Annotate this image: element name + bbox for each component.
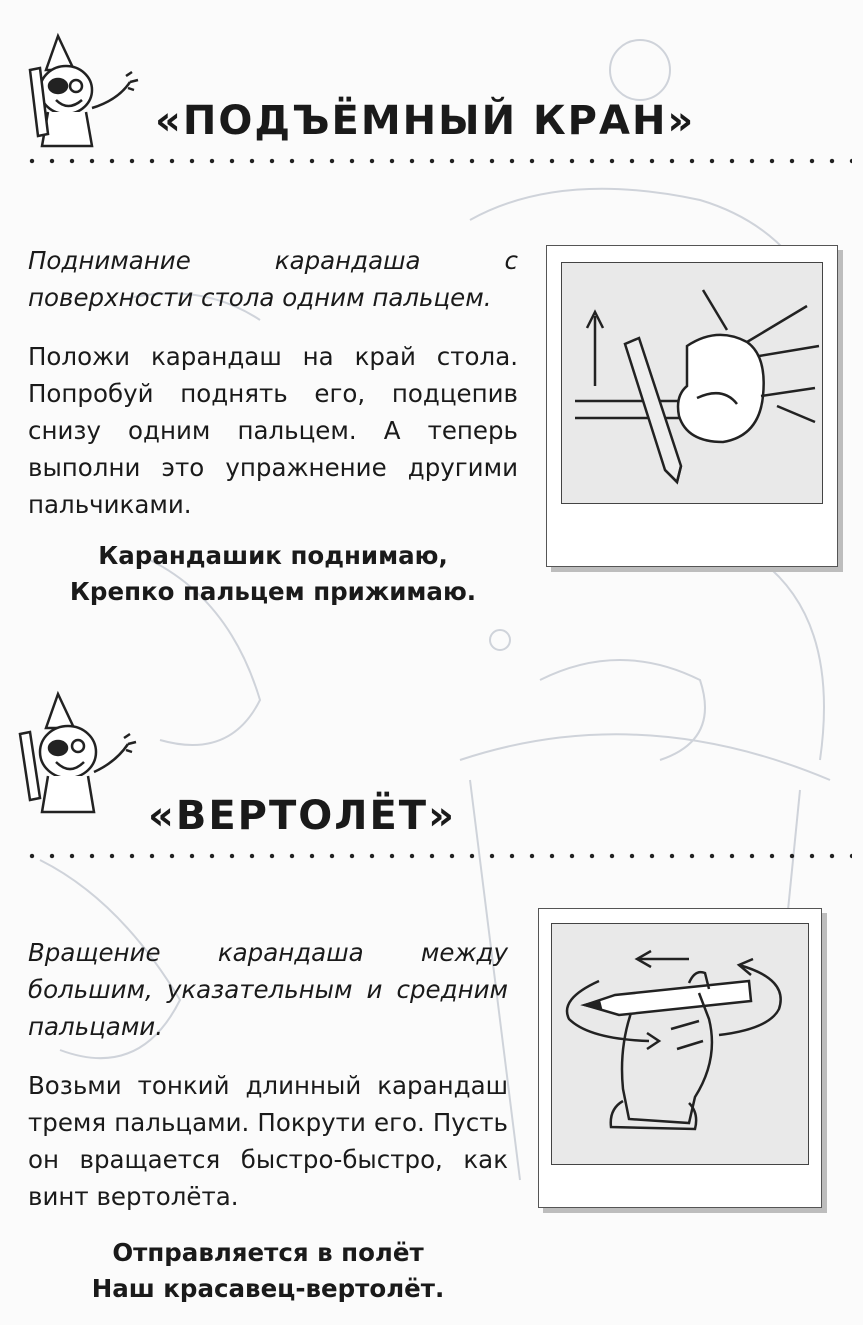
section2-subtitle: Вращение карандаша между большим, указательным и средним пальцами. [28,938,508,1041]
poem-line: Карандашик поднимаю, [98,541,448,570]
crane-exercise-illustration [546,245,838,567]
section1-dotted-divider [22,158,852,164]
hand-rotating-pencil-icon [539,909,821,1207]
section2-dotted-divider [22,853,852,859]
section1-poem [28,538,518,610]
section2-title: «ВЕРТОЛЁТ» [148,793,456,839]
section1-subtitle: Поднимание карандаша с поверхности стола одним пальцем. [28,246,518,312]
helicopter-exercise-illustration [538,908,822,1208]
poem-line: Наш красавец-вертолёт. [91,1274,445,1303]
poem-line: Крепко пальцем прижимаю. [69,577,477,606]
hand-lifting-pencil-icon [547,246,837,566]
pencil-mascot-icon [10,688,140,818]
poem-line: Отправляется в полёт [112,1238,424,1267]
section2-poem [18,1235,518,1307]
section1-body: Положи карандаш на край стола. Попробуй поднять его, подцепив снизу одним пальцем. А теперь выполни это упражнение другими пальчиками. [28,342,518,519]
pencil-mascot-icon [18,30,148,150]
section2-body: Возьми тонкий длинный карандаш тремя пальцами. Покрути его. Пусть он вращается быстро-быстро, как винт вертолёта. [28,1071,508,1211]
section1-title: «ПОДЪЁМНЫЙ КРАН» [155,98,696,144]
